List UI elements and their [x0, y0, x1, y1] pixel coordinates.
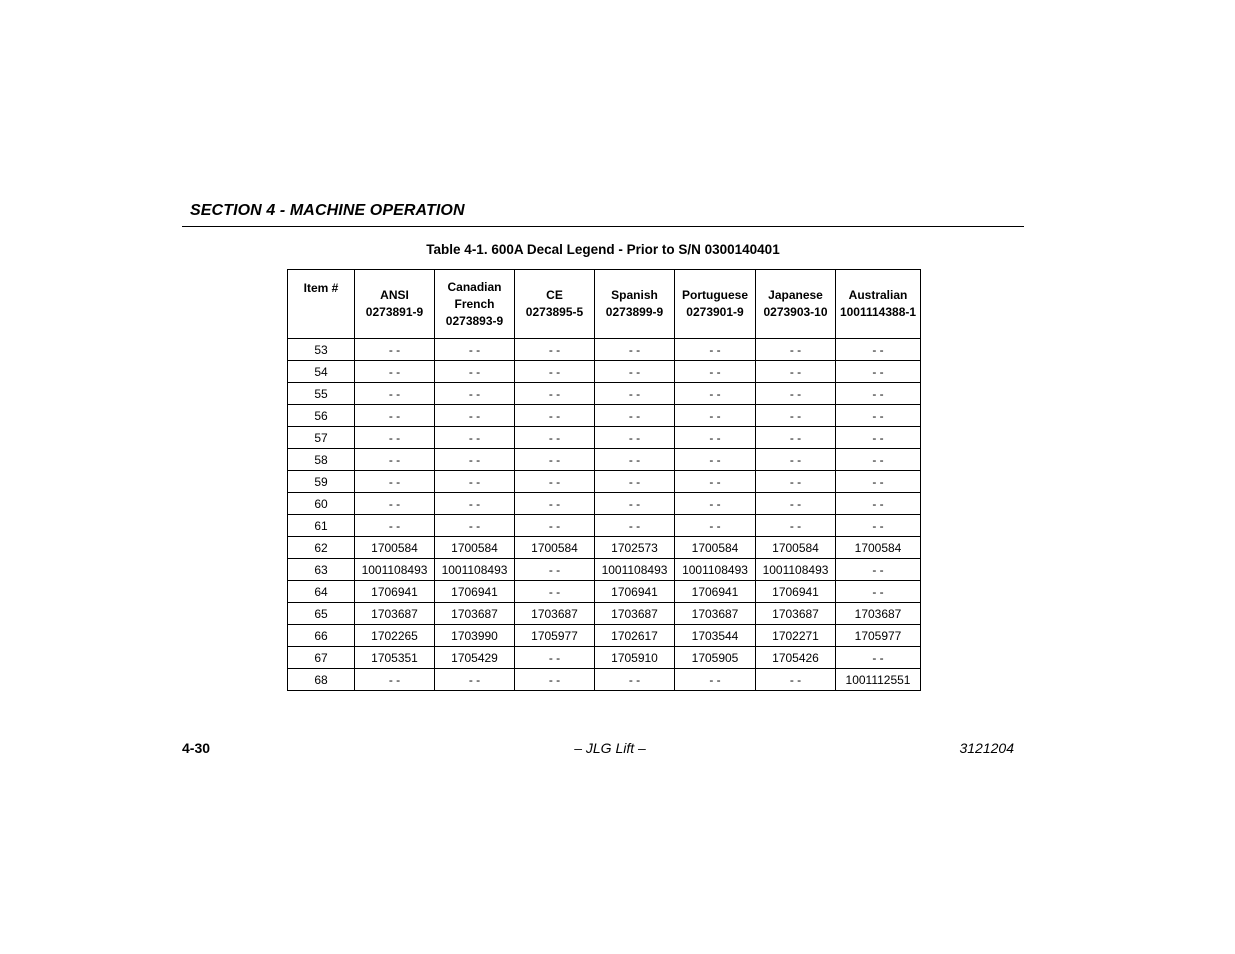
decal-part-cell: - -: [675, 405, 756, 427]
decal-part-cell: 1001108493: [595, 559, 675, 581]
column-header-line: Canadian: [447, 279, 502, 294]
decal-part-cell: 1702573: [595, 537, 675, 559]
decal-part-cell: - -: [515, 405, 595, 427]
decal-part-cell: - -: [355, 493, 435, 515]
decal-part-cell: - -: [675, 427, 756, 449]
decal-part-cell: - -: [675, 471, 756, 493]
decal-part-cell: 1706941: [595, 581, 675, 603]
decal-part-cell: - -: [355, 515, 435, 537]
item-number-cell: 62: [288, 537, 355, 559]
decal-part-cell: - -: [355, 361, 435, 383]
decal-part-cell: - -: [515, 339, 595, 361]
decal-part-cell: - -: [756, 405, 836, 427]
column-header-line: Portuguese: [681, 288, 748, 302]
footer-publisher: – JLG Lift –: [574, 740, 646, 756]
column-header-2: [435, 270, 515, 339]
item-number-cell: 60: [288, 493, 355, 515]
table-body: [288, 339, 921, 691]
decal-part-cell: 1703687: [836, 603, 921, 625]
table-row: [288, 559, 921, 581]
decal-part-cell: - -: [675, 449, 756, 471]
table-row: [288, 383, 921, 405]
decal-part-cell: 1703687: [515, 603, 595, 625]
decal-part-cell: 1700584: [515, 537, 595, 559]
column-header-line: CE: [546, 288, 563, 302]
decal-part-cell: - -: [756, 449, 836, 471]
column-header-7: [836, 270, 921, 339]
table-row: [288, 405, 921, 427]
item-number-cell: 56: [288, 405, 355, 427]
decal-part-cell: - -: [435, 405, 515, 427]
decal-part-cell: - -: [756, 339, 836, 361]
column-header-line: 0273891-9: [365, 305, 424, 319]
table-caption: Table 4-1. 600A Decal Legend - Prior to S/N 0300140401: [426, 242, 780, 257]
decal-part-cell: - -: [836, 383, 921, 405]
decal-part-cell: - -: [836, 449, 921, 471]
decal-part-cell: - -: [515, 471, 595, 493]
decal-part-cell: - -: [435, 339, 515, 361]
decal-part-cell: 1703687: [435, 603, 515, 625]
decal-part-cell: - -: [595, 405, 675, 427]
decal-part-cell: 1703990: [435, 625, 515, 647]
decal-part-cell: - -: [836, 559, 921, 581]
item-number-cell: 64: [288, 581, 355, 603]
decal-part-cell: 1001112551: [836, 669, 921, 691]
decal-part-cell: - -: [355, 383, 435, 405]
decal-part-cell: - -: [515, 581, 595, 603]
column-header-3: [515, 270, 595, 339]
decal-part-cell: - -: [435, 493, 515, 515]
table-row: [288, 581, 921, 603]
decal-part-cell: - -: [836, 471, 921, 493]
decal-part-cell: - -: [435, 515, 515, 537]
decal-part-cell: - -: [595, 339, 675, 361]
decal-part-cell: - -: [435, 449, 515, 471]
item-number-cell: 67: [288, 647, 355, 669]
column-header-line: ANSI: [380, 288, 409, 302]
decal-part-cell: - -: [836, 405, 921, 427]
decal-part-cell: 1700584: [435, 537, 515, 559]
decal-part-cell: - -: [675, 515, 756, 537]
decal-part-cell: 1706941: [756, 581, 836, 603]
decal-part-cell: - -: [675, 339, 756, 361]
column-header-5: [675, 270, 756, 339]
decal-part-cell: - -: [836, 581, 921, 603]
decal-part-cell: - -: [836, 427, 921, 449]
decal-part-cell: - -: [515, 493, 595, 515]
column-header-line: Japanese: [768, 288, 823, 302]
decal-part-cell: - -: [435, 427, 515, 449]
decal-part-cell: 1702271: [756, 625, 836, 647]
column-header-line: French: [454, 296, 495, 311]
table-row: [288, 361, 921, 383]
column-header-0: [288, 270, 355, 339]
table-row: [288, 603, 921, 625]
decal-part-cell: 1702617: [595, 625, 675, 647]
decal-part-cell: 1705351: [355, 647, 435, 669]
decal-part-cell: - -: [595, 669, 675, 691]
decal-part-cell: - -: [515, 383, 595, 405]
item-number-cell: 65: [288, 603, 355, 625]
decal-part-cell: - -: [355, 427, 435, 449]
decal-part-cell: - -: [515, 449, 595, 471]
column-header-line: 0273895-5: [525, 305, 584, 319]
column-header-line: 0273901-9: [686, 305, 744, 319]
decal-part-cell: 1001108493: [675, 559, 756, 581]
decal-part-cell: - -: [435, 669, 515, 691]
item-number-cell: 58: [288, 449, 355, 471]
item-number-cell: 55: [288, 383, 355, 405]
decal-part-cell: - -: [756, 515, 836, 537]
decal-part-cell: 1001108493: [435, 559, 515, 581]
decal-legend-table: [287, 269, 921, 691]
column-header-line: Spanish: [611, 288, 658, 302]
decal-part-cell: - -: [756, 493, 836, 515]
decal-part-cell: - -: [836, 339, 921, 361]
decal-part-cell: 1702265: [355, 625, 435, 647]
decal-part-cell: - -: [355, 339, 435, 361]
decal-part-cell: - -: [435, 471, 515, 493]
table-row: [288, 537, 921, 559]
item-number-cell: 68: [288, 669, 355, 691]
column-header-line: Australian: [848, 288, 908, 302]
decal-part-cell: - -: [355, 449, 435, 471]
decal-part-cell: - -: [756, 361, 836, 383]
decal-part-cell: 1700584: [675, 537, 756, 559]
column-header-line: 0273893-9: [445, 313, 504, 328]
decal-part-cell: - -: [756, 669, 836, 691]
decal-part-cell: 1703687: [595, 603, 675, 625]
table-row: [288, 625, 921, 647]
decal-part-cell: - -: [595, 515, 675, 537]
header-divider: [182, 226, 1024, 227]
column-header-line: 0273903-10: [763, 305, 828, 319]
decal-part-cell: - -: [595, 493, 675, 515]
decal-part-cell: 1700584: [355, 537, 435, 559]
decal-part-cell: - -: [675, 383, 756, 405]
decal-part-cell: 1700584: [836, 537, 921, 559]
column-header-4: [595, 270, 675, 339]
decal-part-cell: 1705977: [515, 625, 595, 647]
table-row: [288, 449, 921, 471]
decal-part-cell: - -: [675, 361, 756, 383]
decal-part-cell: - -: [756, 383, 836, 405]
decal-part-cell: - -: [355, 405, 435, 427]
item-number-cell: 57: [288, 427, 355, 449]
decal-part-cell: - -: [595, 361, 675, 383]
decal-part-cell: 1706941: [355, 581, 435, 603]
decal-part-cell: 1001108493: [756, 559, 836, 581]
table-header: [288, 270, 921, 339]
decal-part-cell: - -: [515, 427, 595, 449]
section-title: SECTION 4 - MACHINE OPERATION: [190, 202, 465, 219]
decal-part-cell: - -: [595, 471, 675, 493]
table-row: [288, 493, 921, 515]
decal-part-cell: - -: [355, 471, 435, 493]
decal-part-cell: - -: [515, 669, 595, 691]
column-header-line: 1001114388-1: [839, 305, 917, 319]
decal-part-cell: - -: [836, 493, 921, 515]
decal-part-cell: 1703687: [675, 603, 756, 625]
decal-part-cell: - -: [836, 361, 921, 383]
item-number-cell: 54: [288, 361, 355, 383]
column-header-1: [355, 270, 435, 339]
column-header-6: [756, 270, 836, 339]
decal-part-cell: 1705910: [595, 647, 675, 669]
table-header-row: [288, 270, 921, 339]
decal-part-cell: 1703687: [756, 603, 836, 625]
decal-part-cell: - -: [756, 427, 836, 449]
decal-part-cell: - -: [675, 669, 756, 691]
decal-part-cell: 1700584: [756, 537, 836, 559]
decal-part-cell: 1001108493: [355, 559, 435, 581]
item-number-cell: 61: [288, 515, 355, 537]
table-row: [288, 427, 921, 449]
decal-part-cell: - -: [355, 669, 435, 691]
decal-part-cell: 1703544: [675, 625, 756, 647]
page-number: 4-30: [182, 740, 211, 756]
decal-part-cell: - -: [836, 647, 921, 669]
decal-part-cell: 1703687: [355, 603, 435, 625]
item-number-cell: 66: [288, 625, 355, 647]
decal-part-cell: 1705426: [756, 647, 836, 669]
table-row: [288, 647, 921, 669]
decal-part-cell: - -: [836, 515, 921, 537]
item-number-cell: 53: [288, 339, 355, 361]
decal-part-cell: - -: [435, 383, 515, 405]
table-row: [288, 471, 921, 493]
column-header-line: Item #: [303, 281, 339, 295]
decal-part-cell: - -: [595, 383, 675, 405]
table-row: [288, 339, 921, 361]
item-number-cell: 63: [288, 559, 355, 581]
decal-part-cell: - -: [515, 515, 595, 537]
decal-part-cell: - -: [756, 471, 836, 493]
decal-part-cell: - -: [515, 559, 595, 581]
table-row: [288, 515, 921, 537]
decal-part-cell: 1705905: [675, 647, 756, 669]
column-header-line: 0273899-9: [605, 305, 664, 319]
item-number-cell: 59: [288, 471, 355, 493]
decal-part-cell: - -: [675, 493, 756, 515]
decal-part-cell: - -: [515, 647, 595, 669]
decal-part-cell: - -: [595, 427, 675, 449]
decal-part-cell: - -: [435, 361, 515, 383]
decal-part-cell: 1705429: [435, 647, 515, 669]
decal-part-cell: 1706941: [435, 581, 515, 603]
document-number: 3121204: [959, 740, 1014, 756]
decal-part-cell: - -: [595, 449, 675, 471]
table-row: [288, 669, 921, 691]
decal-part-cell: 1705977: [836, 625, 921, 647]
decal-part-cell: 1706941: [675, 581, 756, 603]
decal-part-cell: - -: [515, 361, 595, 383]
